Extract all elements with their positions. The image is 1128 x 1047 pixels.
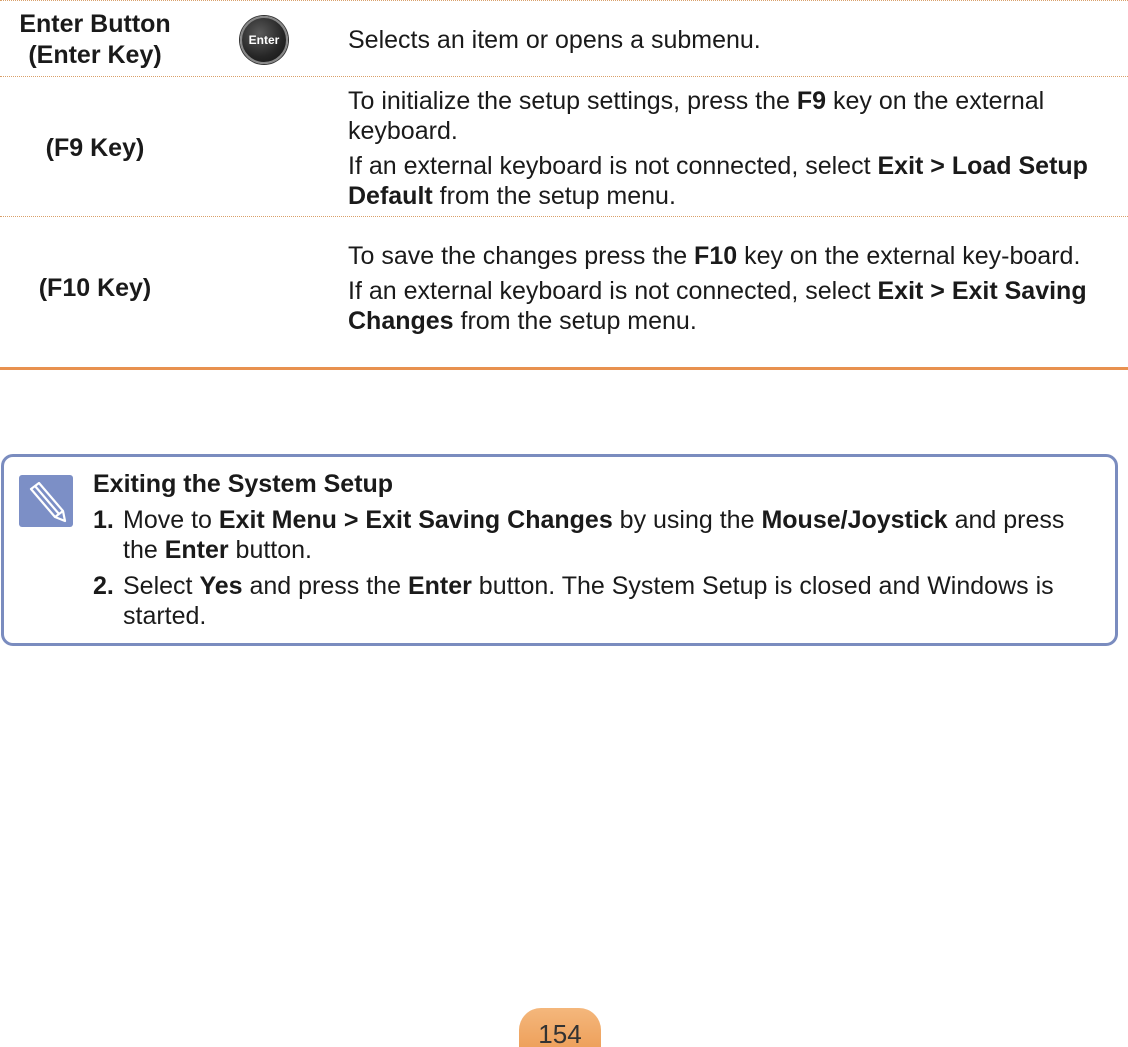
key-description-f9: [340, 86, 1128, 211]
text-run: key on the external keyboard.: [348, 87, 1045, 145]
key-name-line: (Enter Key): [28, 41, 162, 69]
bold-text: Enter: [407, 572, 472, 600]
bold-text: F9: [796, 87, 827, 115]
description-paragraph: [348, 86, 1108, 146]
note-step-2: [93, 571, 1105, 631]
pencil-note-icon: [19, 475, 73, 527]
note-box: [1, 454, 1118, 646]
key-name-line: Enter Button: [19, 10, 171, 38]
bold-text: Exit > Exit Saving Changes: [348, 276, 1087, 335]
bold-text: Mouse/Joystick: [761, 506, 948, 534]
text-run: button.: [228, 536, 313, 564]
description-paragraph: [348, 241, 1108, 271]
text-run: and press the: [123, 506, 1065, 564]
key-name-line: (F9 Key): [45, 134, 145, 162]
key-table: [0, 0, 1128, 370]
enter-key-label: Enter: [248, 33, 280, 47]
text-run: To initialize the setup settings, press the: [348, 87, 797, 115]
text-run: and press the: [242, 572, 408, 600]
bold-text: Exit > Load Setup Default: [348, 152, 1088, 210]
text-run: Select: [123, 572, 200, 600]
text-run: If an external keyboard is not connected, select: [348, 152, 878, 180]
description-paragraph: [348, 151, 1108, 211]
step-number: 2.: [93, 572, 114, 600]
key-name-f9: [0, 133, 190, 164]
description-paragraph: [348, 25, 1108, 55]
bold-text: Exit Menu > Exit Saving Changes: [218, 506, 613, 534]
step-number: 1.: [93, 506, 114, 534]
key-name-enter: [0, 9, 190, 71]
key-description-enter: [340, 25, 1128, 55]
table-row-f10: [0, 217, 1128, 370]
text-run: button. The System Setup is closed and Windows is started.: [123, 572, 1054, 630]
text-run: key on the external key-board.: [737, 241, 1081, 270]
text-run: Move to: [123, 506, 219, 534]
key-description-f10: [340, 241, 1128, 336]
bold-text: Enter: [164, 536, 229, 564]
bold-text: F10: [694, 241, 738, 270]
enter-key-icon: [240, 16, 288, 64]
table-row-enter: [0, 2, 1128, 77]
step-text: [123, 505, 1105, 565]
description-paragraph: [348, 276, 1108, 336]
table-row-f9: [0, 77, 1128, 217]
text-run: To save the changes press the: [348, 241, 695, 270]
text-run: Selects an item or opens a submenu.: [348, 26, 761, 54]
step-text: [123, 571, 1105, 631]
key-name-f10: [0, 273, 190, 304]
bold-text: Yes: [199, 572, 243, 600]
text-run: by using the: [612, 506, 762, 534]
note-step-1: [93, 505, 1105, 565]
key-name-line: (F10 Key): [38, 273, 152, 302]
page-number: 154: [519, 1008, 601, 1047]
note-content: [93, 469, 1105, 637]
text-run: from the setup menu.: [453, 306, 697, 335]
note-title: Exiting the System Setup: [93, 470, 394, 498]
text-run: from the setup menu.: [432, 182, 676, 210]
text-run: If an external keyboard is not connected, select: [348, 276, 878, 305]
key-icon-cell: [190, 16, 340, 64]
